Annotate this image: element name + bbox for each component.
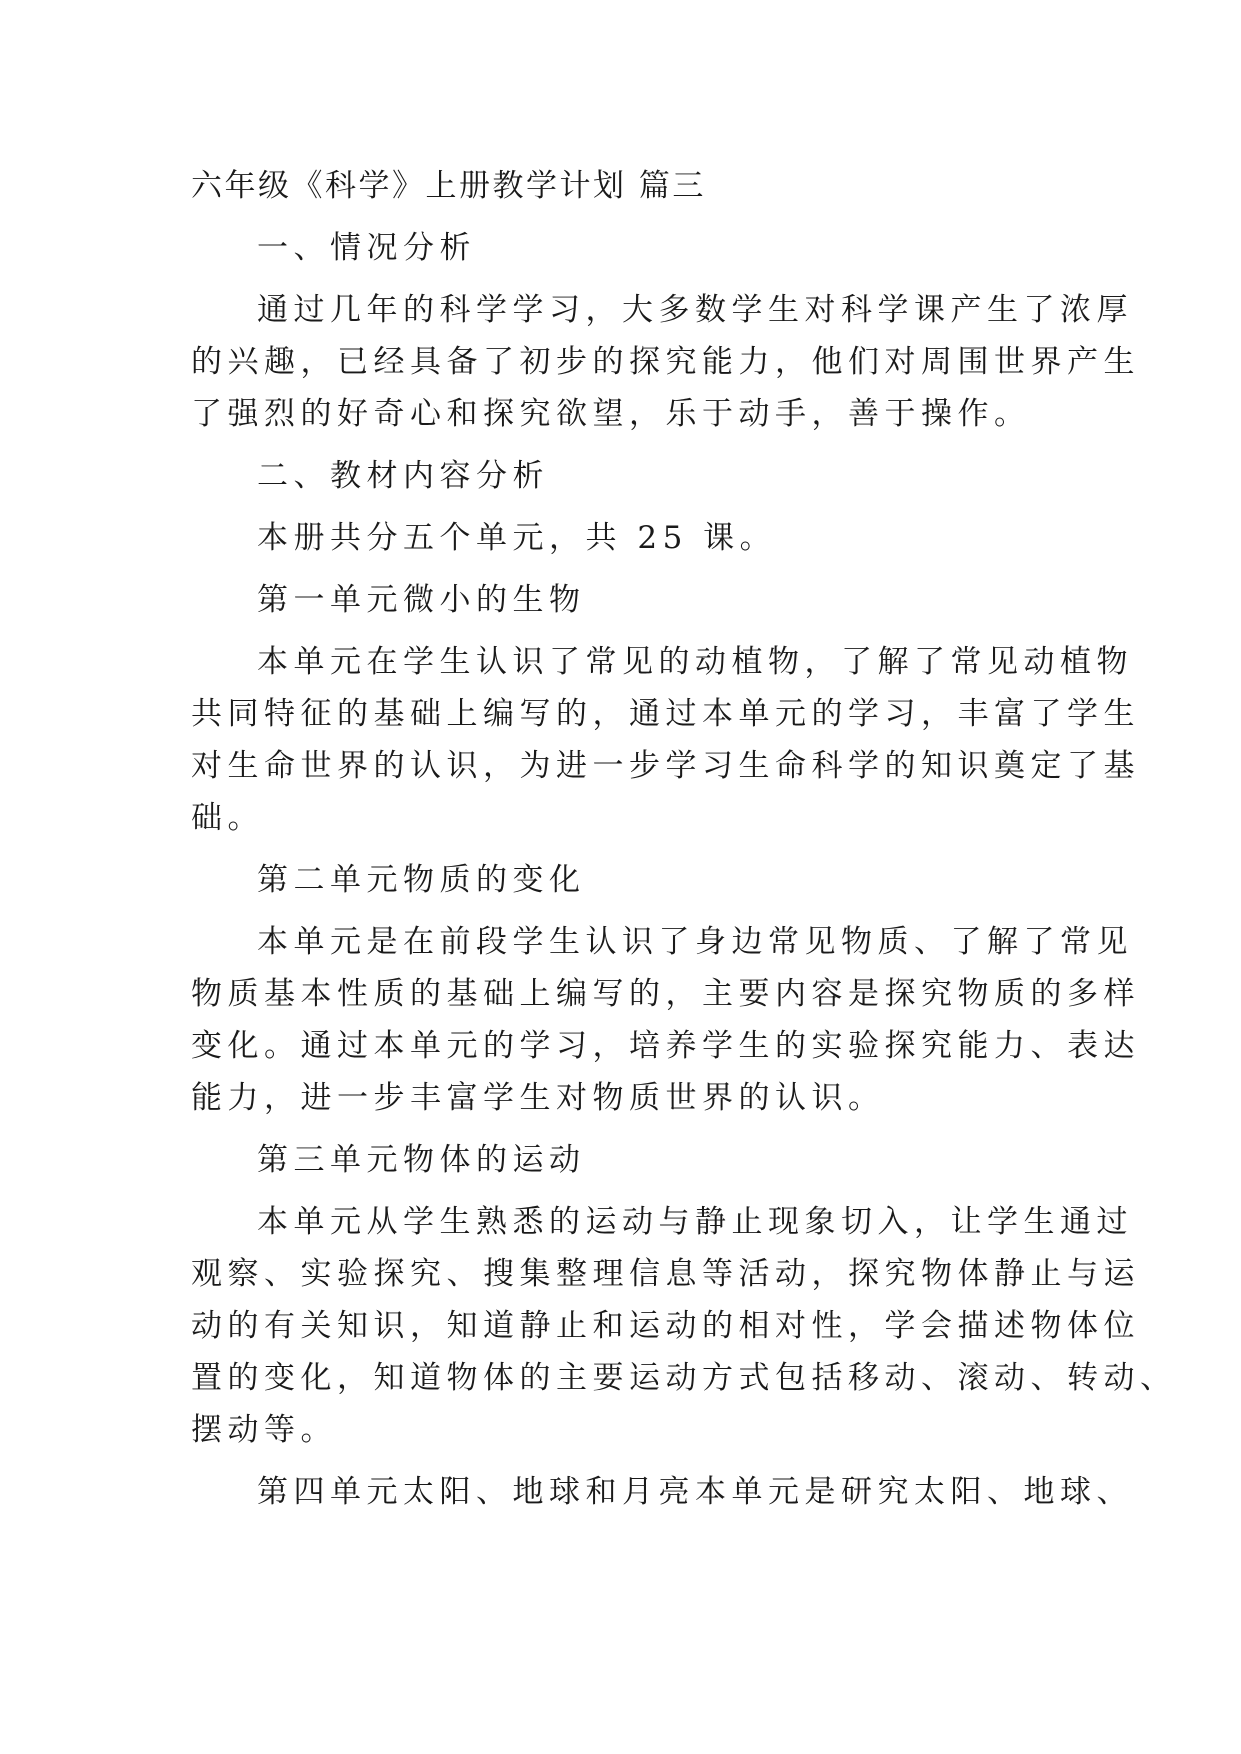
paragraph-line: 共同特征的基础上编写的，通过本单元的学习，丰富了学生 <box>191 696 1140 732</box>
unit-heading-3: 第三单元物体的运动 <box>257 1142 586 1178</box>
paragraph-line: 通过几年的科学学习，大多数学生对科学课产生了浓厚 <box>257 292 1133 328</box>
paragraph-line: 本单元从学生熟悉的运动与静止现象切入，让学生通过 <box>257 1204 1133 1240</box>
paragraph-line: 能力，进一步丰富学生对物质世界的认识。 <box>191 1080 885 1116</box>
paragraph-line: 础。 <box>191 800 264 836</box>
paragraph-line: 对生命世界的认识，为进一步学习生命科学的知识奠定了基 <box>191 748 1140 784</box>
paragraph-line: 动的有关知识，知道静止和运动的相对性，学会描述物体位 <box>191 1308 1140 1344</box>
paragraph-line: 了强烈的好奇心和探究欲望，乐于动手，善于操作。 <box>191 396 1031 432</box>
paragraph-line: 变化。通过本单元的学习，培养学生的实验探究能力、表达 <box>191 1028 1140 1064</box>
paragraph-line: 的兴趣，已经具备了初步的探究能力，他们对周围世界产生 <box>191 344 1140 380</box>
paragraph-line: 置的变化，知道物体的主要运动方式包括移动、滚动、转动、 <box>191 1360 1177 1396</box>
unit-heading-1: 第一单元微小的生物 <box>257 582 586 618</box>
paragraph-line: 观察、实验探究、搜集整理信息等活动，探究物体静止与运 <box>191 1256 1140 1292</box>
paragraph-line: 摆动等。 <box>191 1412 337 1448</box>
section-heading-situation: 一、情况分析 <box>257 230 476 266</box>
unit-heading-4: 第四单元太阳、地球和月亮本单元是研究太阳、地球、 <box>257 1474 1133 1510</box>
document-title: 六年级《科学》上册教学计划 篇三 <box>191 168 706 204</box>
paragraph-line: 本册共分五个单元，共 25 课。 <box>257 520 777 556</box>
unit-heading-2: 第二单元物质的变化 <box>257 862 586 898</box>
section-heading-content: 二、教材内容分析 <box>257 458 549 494</box>
paragraph-line: 物质基本性质的基础上编写的，主要内容是探究物质的多样 <box>191 976 1140 1012</box>
paragraph-line: 本单元是在前段学生认识了身边常见物质、了解了常见 <box>257 924 1133 960</box>
paragraph-line: 本单元在学生认识了常见的动植物，了解了常见动植物 <box>257 644 1133 680</box>
